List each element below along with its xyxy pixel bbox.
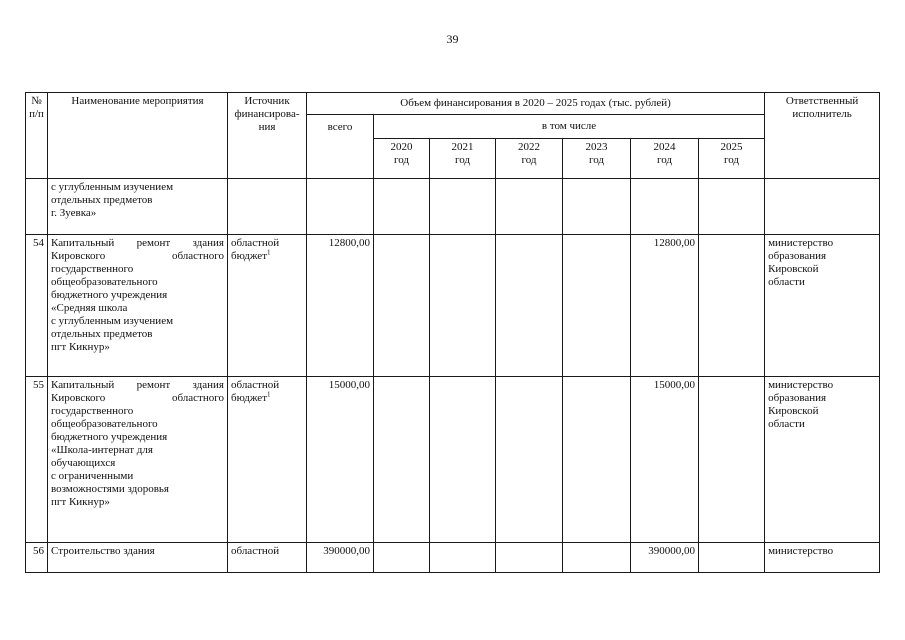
row-name	[48, 377, 228, 543]
row-year-2025	[699, 235, 765, 377]
row-name-line: отдельных предметов	[51, 328, 153, 340]
table-row	[26, 377, 880, 543]
row-name-line: пгт Кикнур»	[51, 341, 110, 353]
header-responsible: Ответственный исполнитель	[765, 93, 880, 179]
header-year-2023: 2023 год	[563, 139, 631, 179]
row-name-line: бюджетного учреждения	[51, 289, 168, 301]
row-name-line: возможностями здоровья	[51, 483, 169, 495]
row-source	[228, 179, 307, 235]
row-name-line: Строительство здания	[51, 545, 155, 557]
row-responsible-line: министерство	[768, 237, 834, 249]
row-year-2023	[563, 235, 631, 377]
page-number: 39	[446, 32, 459, 46]
row-name-line: с углубленным изучением	[51, 181, 174, 193]
header-year-2020: 2020 год	[374, 139, 430, 179]
footnote-marker: 1	[267, 248, 271, 257]
row-num: 56	[26, 543, 48, 573]
row-responsible	[765, 179, 880, 235]
footnote-marker: 1	[267, 390, 271, 399]
row-name-line: общеобразовательного	[51, 276, 158, 288]
table-row	[26, 543, 880, 573]
header-including: в том числе	[374, 115, 765, 139]
header-name: Наименование мероприятия	[48, 93, 228, 179]
row-year-2021	[430, 235, 496, 377]
row-num	[26, 179, 48, 235]
row-name	[48, 543, 228, 573]
row-source	[228, 235, 307, 377]
row-num: 54	[26, 235, 48, 377]
row-name-line: отдельных предметов	[51, 194, 153, 206]
table-body	[26, 179, 880, 573]
row-responsible-line: Кировской	[768, 263, 819, 275]
row-year-2025	[699, 543, 765, 573]
row-name-line: с углубленным изучением	[51, 315, 174, 327]
header-year-2025: 2025 год	[699, 139, 765, 179]
row-name-line: Капитальный ремонт здания	[51, 237, 224, 249]
row-name-line: пгт Кикнур»	[51, 496, 110, 508]
row-name-line: Капитальный ремонт здания	[51, 379, 224, 391]
row-name-line: обучающихся	[51, 457, 116, 469]
row-year-2023	[563, 179, 631, 235]
row-num: 55	[26, 377, 48, 543]
row-year-2024	[631, 179, 699, 235]
row-total: 12800,00	[307, 235, 374, 377]
row-year-2022	[496, 377, 563, 543]
table-row	[26, 179, 880, 235]
row-year-2020	[374, 179, 430, 235]
row-total: 15000,00	[307, 377, 374, 543]
row-responsible-line: министерство	[768, 379, 834, 391]
row-year-2020	[374, 235, 430, 377]
row-responsible-line: министерство	[768, 545, 834, 557]
row-year-2024: 12800,00	[631, 235, 699, 377]
row-total	[307, 179, 374, 235]
row-year-2025	[699, 179, 765, 235]
row-source-text: областной бюджет	[231, 237, 280, 262]
row-year-2021	[430, 377, 496, 543]
row-name-line: «Школа-интернат для	[51, 444, 153, 456]
row-responsible	[765, 235, 880, 377]
row-name-line: «Средняя школа	[51, 302, 128, 314]
header-volume: Объем финансирования в 2020 – 2025 годах (тыс. рублей)	[307, 93, 765, 115]
row-year-2020	[374, 377, 430, 543]
row-year-2025	[699, 377, 765, 543]
row-year-2020	[374, 543, 430, 573]
row-source	[228, 377, 307, 543]
row-responsible-line: Кировской	[768, 405, 819, 417]
header-year-2021: 2021 год	[430, 139, 496, 179]
row-year-2021	[430, 543, 496, 573]
table-row	[26, 235, 880, 377]
row-name	[48, 179, 228, 235]
row-responsible	[765, 377, 880, 543]
table-header	[26, 93, 880, 179]
row-name-line: бюджетного учреждения	[51, 431, 168, 443]
row-name-line: государственного	[51, 405, 134, 417]
row-responsible-line: образования	[768, 250, 827, 262]
header-total: всего	[307, 115, 374, 179]
row-year-2022	[496, 235, 563, 377]
row-total: 390000,00	[307, 543, 374, 573]
header-year-2024: 2024 год	[631, 139, 699, 179]
row-source-text: областной	[231, 545, 280, 557]
row-name-line: государственного	[51, 263, 134, 275]
row-name-line: с ограниченными	[51, 470, 134, 482]
header-year-2022: 2022 год	[496, 139, 563, 179]
row-name-line: г. Зуевка»	[51, 207, 97, 219]
header-num: № п/п	[26, 93, 48, 179]
row-year-2021	[430, 179, 496, 235]
row-responsible-line: образования	[768, 392, 827, 404]
row-name-line: Кировского областного	[51, 392, 224, 404]
row-source	[228, 543, 307, 573]
row-year-2023	[563, 543, 631, 573]
row-name-line: общеобразовательного	[51, 418, 158, 430]
financing-table	[25, 92, 880, 573]
row-year-2022	[496, 543, 563, 573]
row-name	[48, 235, 228, 377]
row-year-2024: 390000,00	[631, 543, 699, 573]
header-source: Источник финансирова-ния	[228, 93, 307, 179]
row-year-2023	[563, 377, 631, 543]
row-source-text: областной бюджет	[231, 379, 280, 404]
row-year-2022	[496, 179, 563, 235]
row-responsible-line: области	[768, 418, 805, 430]
row-responsible	[765, 543, 880, 573]
row-year-2024: 15000,00	[631, 377, 699, 543]
row-name-line: Кировского областного	[51, 250, 224, 262]
row-responsible-line: области	[768, 276, 805, 288]
